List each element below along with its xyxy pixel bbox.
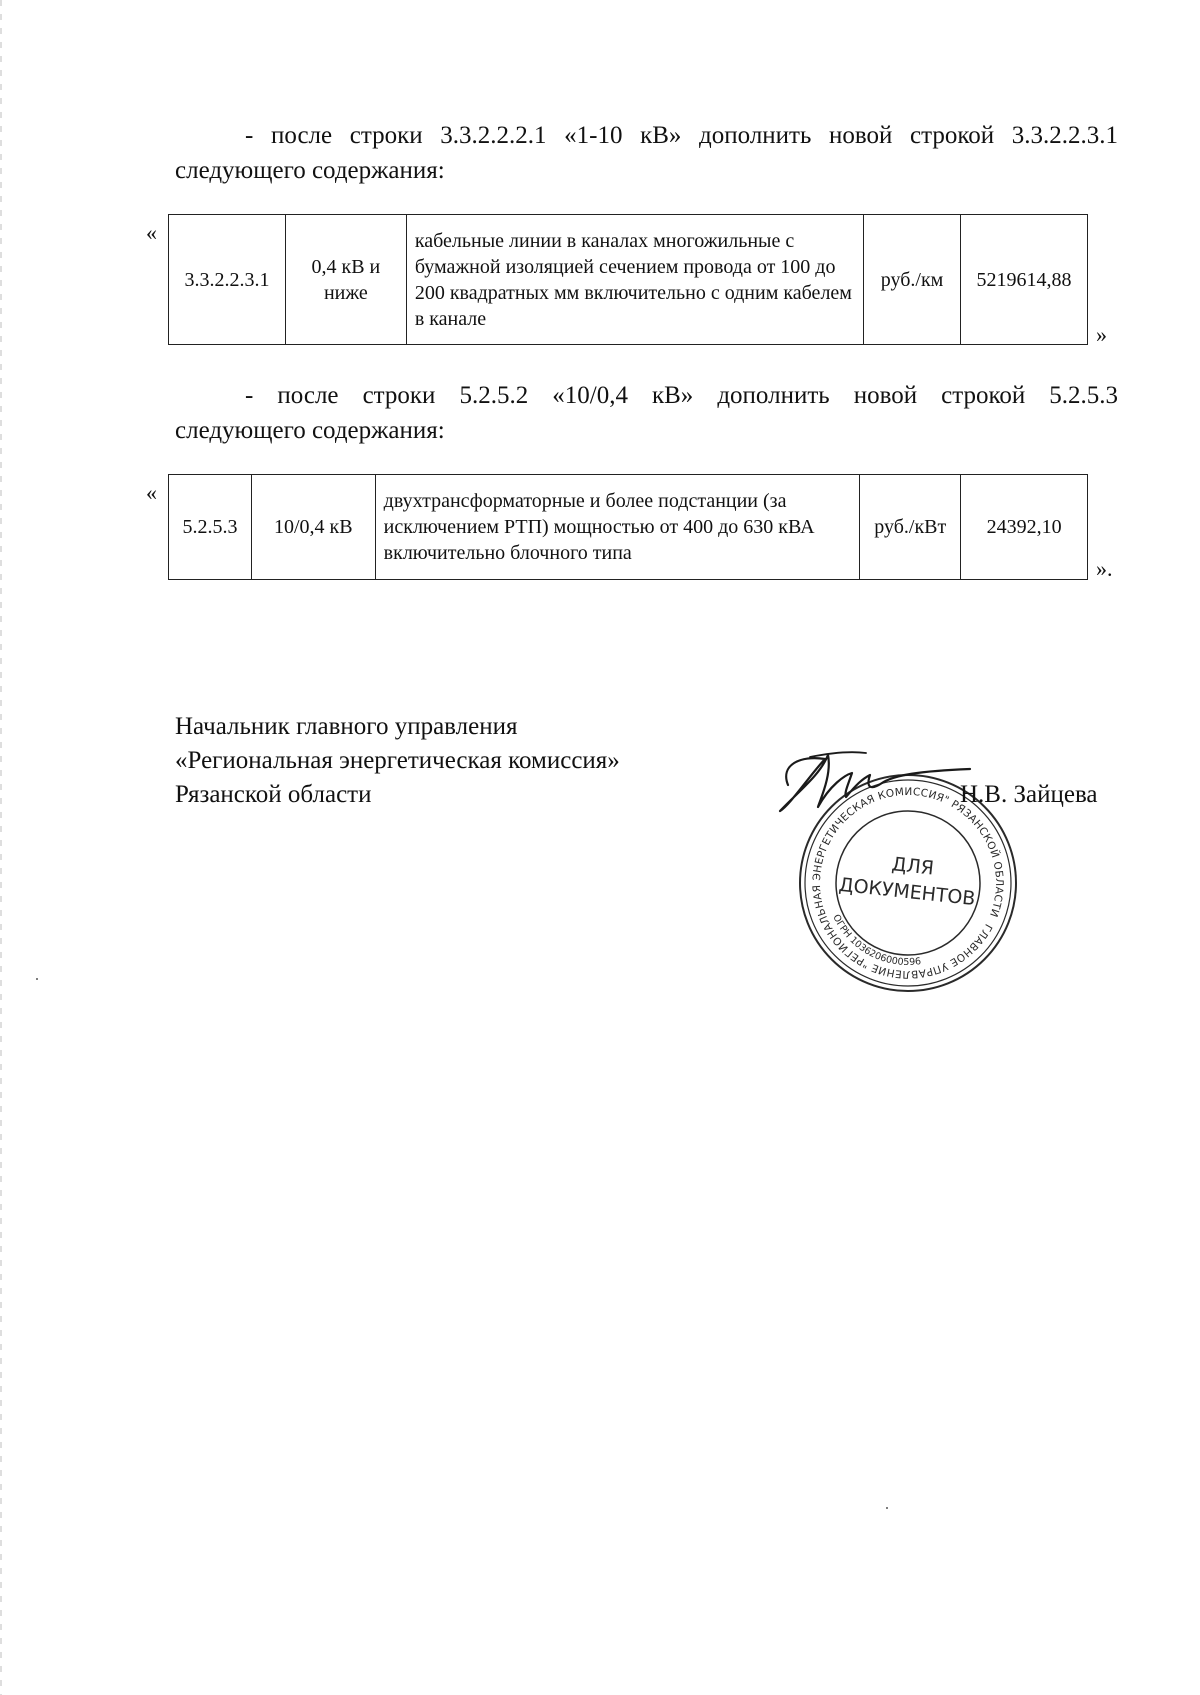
stamp-center-line-2: ДОКУМЕНТОВ — [837, 873, 977, 911]
value-cell: 24392,10 — [961, 475, 1088, 580]
stamp-center-line-1: ДЛЯ — [890, 853, 935, 880]
amendment-1-open-quote: « — [146, 220, 157, 245]
amendment-1-close-quote: » — [1096, 322, 1107, 347]
amendment-2-intro-line-1: - после строки 5.2.5.2 «10/0,4 кВ» дополнить новой строкой 5.2.5.3 — [245, 382, 1118, 409]
amendment-2-intro — [175, 378, 1118, 448]
amendment-1-intro-line-2: следующего содержания: — [175, 157, 445, 184]
description-cell: кабельные линии в каналах многожильные с бумажной изоляцией сечением провода от 100 до 200 квадратных мм включительно с одним кабелем в канале — [406, 215, 863, 345]
row-number-cell: 5.2.5.3 — [169, 475, 252, 580]
table-row — [169, 215, 1088, 345]
position-line-2: «Региональная энергетическая комиссия» — [175, 747, 620, 774]
position-line-3: Рязанской области — [175, 781, 372, 808]
unit-cell: руб./кВт — [860, 475, 961, 580]
amendment-1-intro-line-1: - после строки 3.3.2.2.2.1 «1-10 кВ» дополнить новой строкой 3.3.2.2.3.1 — [245, 122, 1118, 149]
handwritten-signature — [770, 745, 980, 815]
value-cell: 5219614,88 — [961, 215, 1088, 345]
amendment-2-open-quote: « — [146, 480, 157, 505]
position-line-1: Начальник главного управления — [175, 713, 518, 740]
signer-name: Н.В. Зайцева — [960, 781, 1098, 808]
amendment-2-close-quote: ». — [1096, 556, 1113, 581]
row-number-cell: 3.3.2.2.3.1 — [169, 215, 286, 345]
scan-speck — [36, 978, 38, 980]
amendment-2-table — [168, 474, 1088, 580]
amendment-1-table — [168, 214, 1088, 345]
scan-edge-marks — [0, 0, 2, 1695]
stamp-ogrn-text: ОГРН 1036206000596 — [830, 912, 922, 969]
stamp-ring-text: ГЛАВНОЕ УПРАВЛЕНИЕ "РЕГИОНАЛЬНАЯ ЭНЕРГЕТИЧЕСКАЯ КОМИССИЯ" РЯЗАНСКОЙ ОБЛАСТИ — [810, 785, 1006, 981]
unit-cell: руб./км — [864, 215, 961, 345]
amendment-1-intro — [175, 118, 1118, 188]
voltage-cell: 10/0,4 кВ — [251, 475, 375, 580]
voltage-cell: 0,4 кВ и ниже — [285, 215, 406, 345]
signatory-position — [175, 710, 620, 812]
description-cell: двухтрансформаторные и более подстанции (за исключением РТП) мощностью от 400 до 630 кВА включительно блочного типа — [375, 475, 860, 580]
scan-speck — [886, 1507, 888, 1509]
table-row — [169, 475, 1088, 580]
amendment-2-intro-line-2: следующего содержания: — [175, 417, 445, 444]
